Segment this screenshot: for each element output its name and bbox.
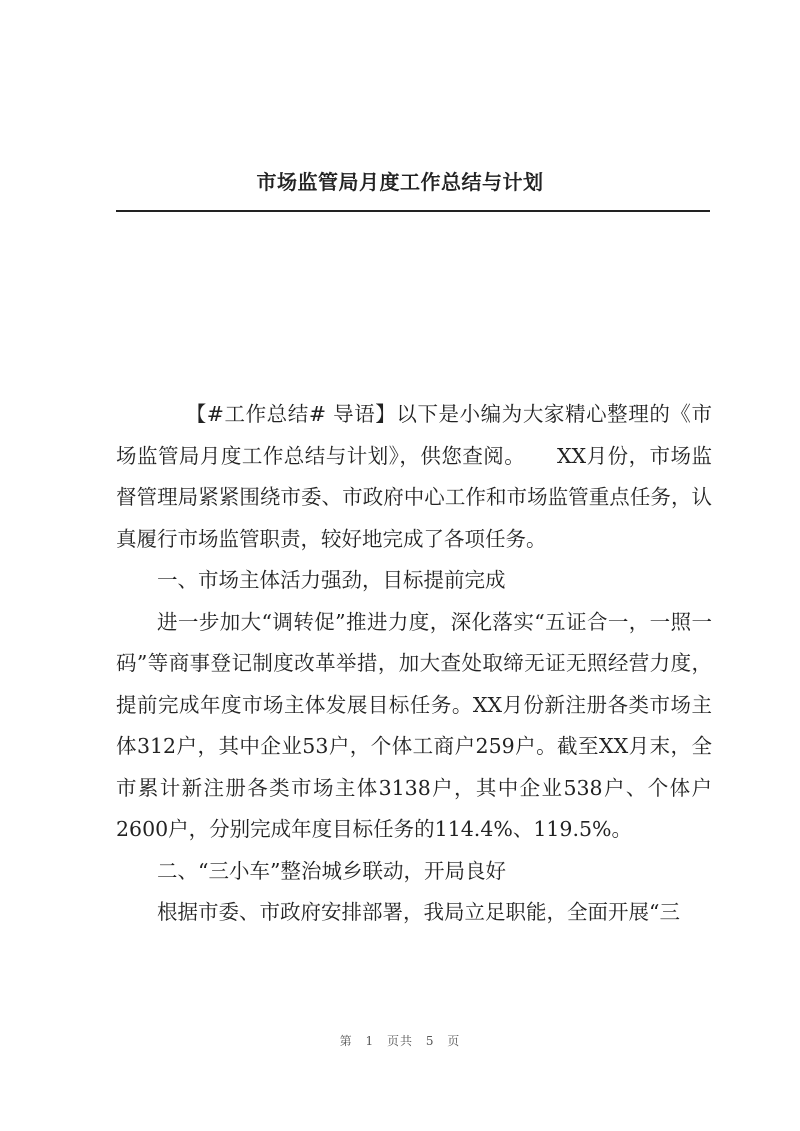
footer-middle: 页共: [386, 1034, 413, 1048]
document-body: [116, 394, 712, 934]
title-underline: [116, 210, 710, 212]
intro-paragraph: 【#工作总结# 导语】以下是小编为大家精心整理的《市场监管局月度工作总结与计划》，供您查阅。 XX月份，市场监督管理局紧紧围绕市委、市政府中心工作和市场监管重点任务，认真履行市场监管职责，较好地完成了各项任务。: [116, 402, 712, 551]
section-heading-2: 二、“三小车”整治城乡联动，开局良好: [157, 858, 506, 883]
footer-prefix: 第: [339, 1034, 353, 1048]
document-title: 市场监管局月度工作总结与计划: [256, 170, 544, 194]
section-paragraph-1: 进一步加大“调转促”推进力度，深化落实“五证合一，一照一码”等商事登记制度改革举措，加大查处取缔无证无照经营力度，提前完成年度市场主体发展目标任务。XX月份新注册各类市场主体312户，其中企业53户，个体工商户259户。截至XX月末，全市累计新注册各类市场主体3138户，其中企业538户、个体户2600户，分别完成年度目标任务的114.4%、119.5%。: [116, 609, 712, 841]
footer-total-pages: 5: [425, 1034, 435, 1048]
page-footer: [0, 1032, 800, 1049]
section-heading-1: 一、市场主体活力强劲，目标提前完成: [157, 568, 506, 592]
footer-suffix: 页: [447, 1034, 461, 1048]
footer-current-page: 1: [365, 1034, 375, 1048]
section-paragraph-2: 根据市委、市政府安排部署，我局立足职能，全面开展“三: [157, 900, 680, 924]
